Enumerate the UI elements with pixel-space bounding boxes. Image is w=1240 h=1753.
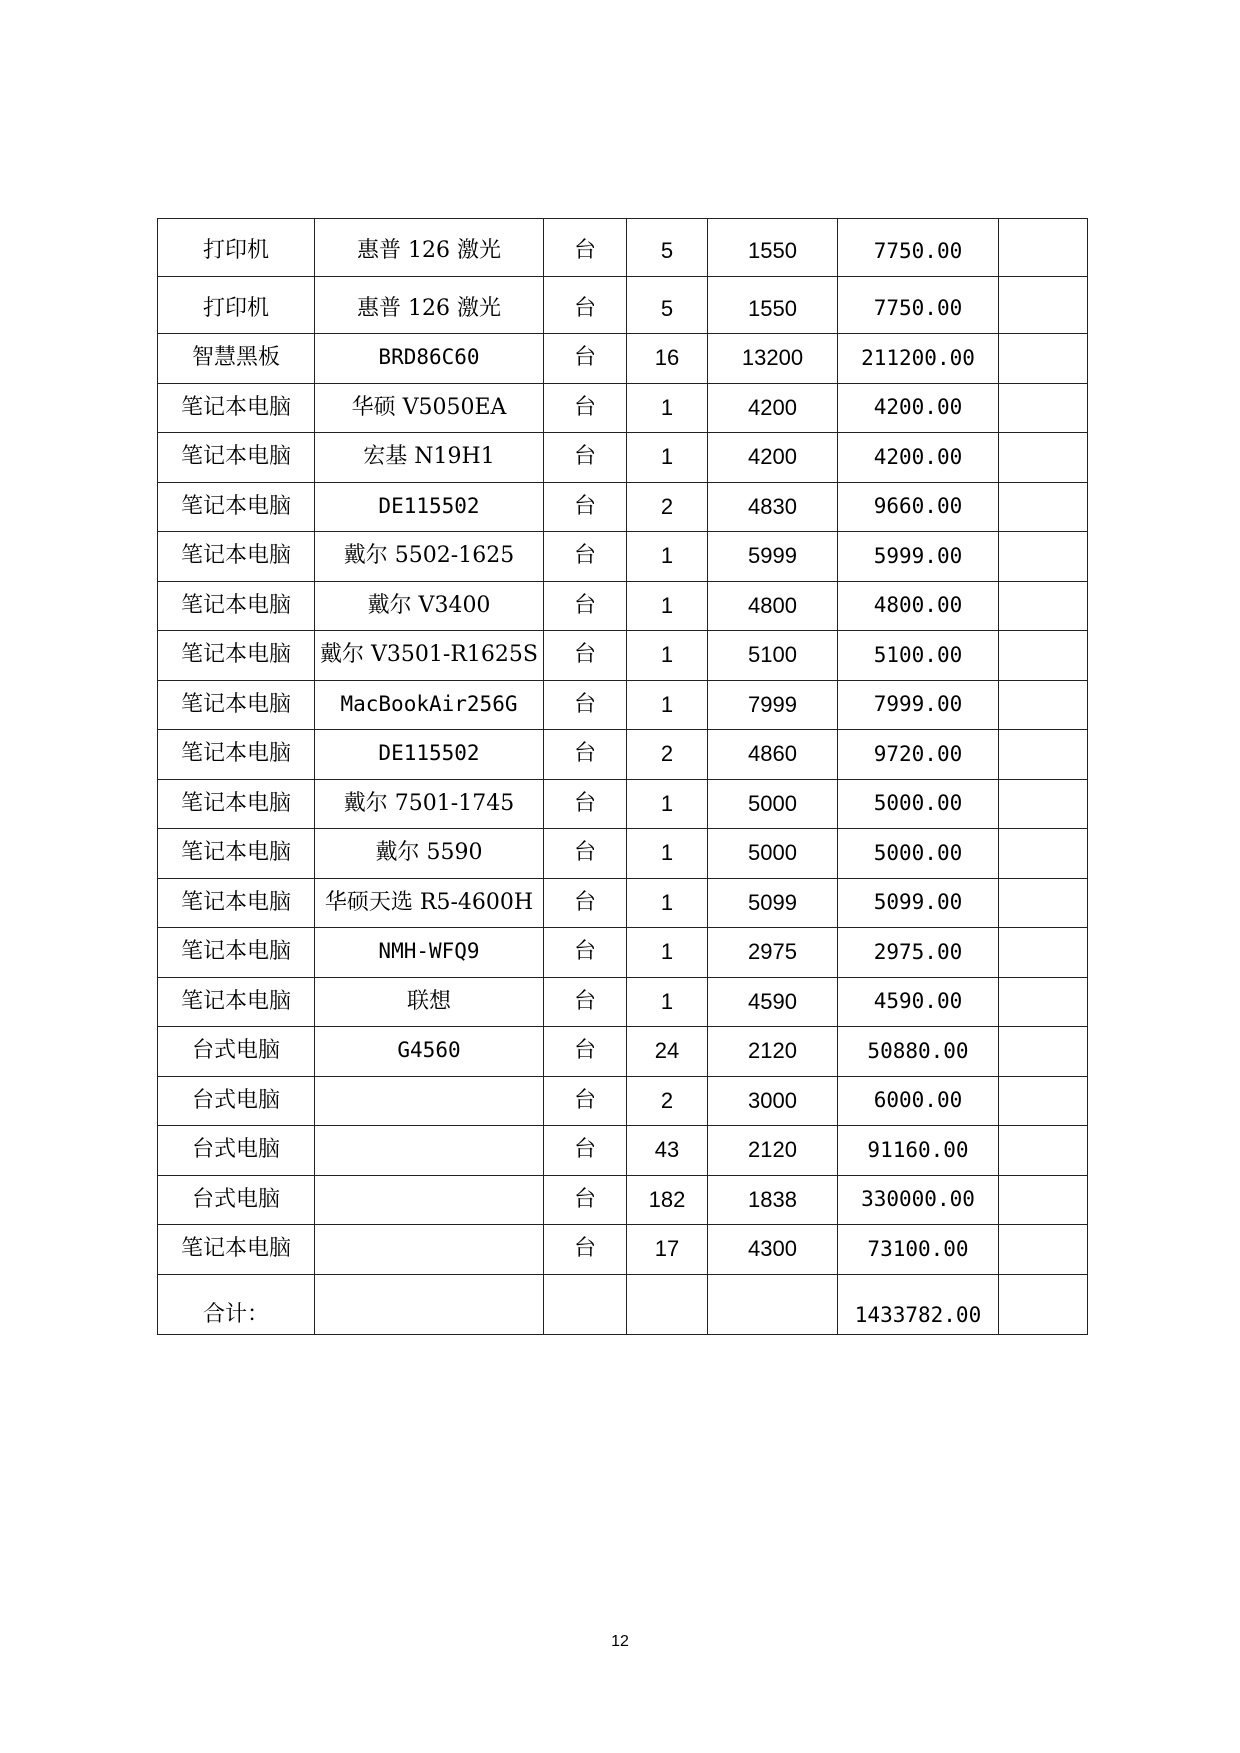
table-row xyxy=(158,730,1088,780)
item-model-text: 戴尔 5502-1625 xyxy=(343,543,515,569)
item-amount-cell: 5100.00 xyxy=(838,631,999,681)
item-quantity-cell: 2 xyxy=(627,1076,708,1126)
item-note-cell xyxy=(999,482,1088,532)
item-amount-cell: 7999.00 xyxy=(838,680,999,730)
table-row xyxy=(158,433,1088,483)
item-amount-cell: 4590.00 xyxy=(838,977,999,1027)
item-model-cell xyxy=(315,878,544,928)
item-model-cell xyxy=(315,1126,544,1176)
item-note-cell xyxy=(999,631,1088,681)
item-quantity-cell: 1 xyxy=(627,631,708,681)
item-unit-cell: 台 xyxy=(544,730,627,780)
table-row xyxy=(158,383,1088,433)
item-model-cell xyxy=(315,1076,544,1126)
item-model-text: NMH-WFQ9 xyxy=(378,939,480,964)
item-price-cell: 5999 xyxy=(708,532,838,582)
item-amount-cell: 4200.00 xyxy=(838,433,999,483)
total-label: 合计： xyxy=(158,1274,315,1334)
item-price-cell: 5099 xyxy=(708,878,838,928)
item-model-cell xyxy=(315,1225,544,1275)
item-note-cell xyxy=(999,1027,1088,1077)
item-name-cell: 笔记本电脑 xyxy=(158,928,315,978)
item-name-cell: 打印机 xyxy=(158,219,315,277)
item-model-cell xyxy=(315,631,544,681)
item-name-cell: 笔记本电脑 xyxy=(158,779,315,829)
item-quantity-cell: 1 xyxy=(627,433,708,483)
item-quantity-cell: 17 xyxy=(627,1225,708,1275)
item-unit-cell: 台 xyxy=(544,219,627,277)
item-model-cell xyxy=(315,581,544,631)
item-model-text: DE115502 xyxy=(378,493,480,518)
item-model-cell xyxy=(315,1027,544,1077)
item-unit-cell: 台 xyxy=(544,928,627,978)
page-number: 12 xyxy=(611,1633,629,1650)
item-name-cell: 笔记本电脑 xyxy=(158,482,315,532)
item-note-cell xyxy=(999,680,1088,730)
item-name-cell: 台式电脑 xyxy=(158,1027,315,1077)
item-quantity-cell: 1 xyxy=(627,829,708,879)
table-row xyxy=(158,482,1088,532)
item-note-cell xyxy=(999,383,1088,433)
item-model-text: 戴尔 V3501-R1625S xyxy=(320,642,538,668)
item-price-cell: 2120 xyxy=(708,1126,838,1176)
table-row xyxy=(158,1175,1088,1225)
table-row xyxy=(158,334,1088,384)
item-name-cell: 笔记本电脑 xyxy=(158,532,315,582)
item-note-cell xyxy=(999,433,1088,483)
table-row xyxy=(158,532,1088,582)
item-name-cell: 笔记本电脑 xyxy=(158,383,315,433)
item-amount-cell: 211200.00 xyxy=(838,334,999,384)
item-name-cell: 笔记本电脑 xyxy=(158,581,315,631)
item-model-text: 联想 xyxy=(406,988,451,1014)
item-quantity-cell: 1 xyxy=(627,532,708,582)
total-empty-cell xyxy=(315,1274,544,1334)
item-note-cell xyxy=(999,779,1088,829)
item-model-cell xyxy=(315,977,544,1027)
item-quantity-cell: 1 xyxy=(627,680,708,730)
item-note-cell xyxy=(999,334,1088,384)
item-unit-cell: 台 xyxy=(544,334,627,384)
item-note-cell xyxy=(999,829,1088,879)
item-quantity-cell: 5 xyxy=(627,219,708,277)
table-row xyxy=(158,1126,1088,1176)
item-name-cell: 台式电脑 xyxy=(158,1126,315,1176)
item-name-cell: 笔记本电脑 xyxy=(158,680,315,730)
item-unit-cell: 台 xyxy=(544,1175,627,1225)
table-row xyxy=(158,219,1088,277)
item-quantity-cell: 1 xyxy=(627,581,708,631)
item-unit-cell: 台 xyxy=(544,276,627,334)
item-unit-cell: 台 xyxy=(544,631,627,681)
table-row xyxy=(158,1076,1088,1126)
item-name-cell: 智慧黑板 xyxy=(158,334,315,384)
item-price-cell: 5000 xyxy=(708,829,838,879)
item-price-cell: 4860 xyxy=(708,730,838,780)
item-model-cell xyxy=(315,383,544,433)
item-note-cell xyxy=(999,1175,1088,1225)
item-name-cell: 笔记本电脑 xyxy=(158,878,315,928)
item-model-text: 戴尔 V3400 xyxy=(367,592,491,618)
item-note-cell xyxy=(999,1126,1088,1176)
item-unit-cell: 台 xyxy=(544,433,627,483)
item-quantity-cell: 182 xyxy=(627,1175,708,1225)
item-model-cell xyxy=(315,928,544,978)
item-amount-cell: 9660.00 xyxy=(838,482,999,532)
item-note-cell xyxy=(999,928,1088,978)
item-model-cell xyxy=(315,829,544,879)
item-name-cell: 笔记本电脑 xyxy=(158,1225,315,1275)
item-note-cell xyxy=(999,581,1088,631)
table-row xyxy=(158,779,1088,829)
item-model-cell xyxy=(315,1175,544,1225)
item-unit-cell: 台 xyxy=(544,829,627,879)
item-note-cell xyxy=(999,276,1088,334)
total-empty-cell xyxy=(544,1274,627,1334)
item-amount-cell: 4800.00 xyxy=(838,581,999,631)
item-note-cell xyxy=(999,977,1088,1027)
item-model-text: 华硕 V5050EA xyxy=(351,394,507,420)
item-quantity-cell: 16 xyxy=(627,334,708,384)
item-name-cell: 打印机 xyxy=(158,276,315,334)
item-price-cell: 1838 xyxy=(708,1175,838,1225)
item-model-text: 宏基 N19H1 xyxy=(363,444,495,470)
table-row xyxy=(158,829,1088,879)
item-unit-cell: 台 xyxy=(544,1225,627,1275)
item-amount-cell: 9720.00 xyxy=(838,730,999,780)
item-price-cell: 4300 xyxy=(708,1225,838,1275)
total-empty-cell xyxy=(627,1274,708,1334)
total-amount: 1433782.00 xyxy=(838,1274,999,1334)
item-note-cell xyxy=(999,1076,1088,1126)
item-quantity-cell: 1 xyxy=(627,928,708,978)
item-quantity-cell: 2 xyxy=(627,730,708,780)
item-amount-cell: 330000.00 xyxy=(838,1175,999,1225)
table-row xyxy=(158,680,1088,730)
item-amount-cell: 5000.00 xyxy=(838,829,999,879)
item-model-text: DE115502 xyxy=(378,741,480,766)
item-name-cell: 笔记本电脑 xyxy=(158,730,315,780)
item-quantity-cell: 1 xyxy=(627,383,708,433)
item-amount-cell: 5099.00 xyxy=(838,878,999,928)
item-quantity-cell: 2 xyxy=(627,482,708,532)
item-name-cell: 笔记本电脑 xyxy=(158,977,315,1027)
item-model-cell xyxy=(315,276,544,334)
total-empty-cell xyxy=(708,1274,838,1334)
item-model-cell xyxy=(315,433,544,483)
item-price-cell: 13200 xyxy=(708,334,838,384)
item-amount-cell: 2975.00 xyxy=(838,928,999,978)
item-amount-cell: 7750.00 xyxy=(838,219,999,277)
item-amount-cell: 6000.00 xyxy=(838,1076,999,1126)
item-model-text: 华硕天选 R5-4600H xyxy=(324,889,534,915)
item-model-cell xyxy=(315,779,544,829)
item-price-cell: 4200 xyxy=(708,433,838,483)
item-quantity-cell: 5 xyxy=(627,276,708,334)
item-model-text: 惠普 126 激光 xyxy=(357,295,501,321)
item-amount-cell: 4200.00 xyxy=(838,383,999,433)
table-row xyxy=(158,276,1088,334)
item-unit-cell: 台 xyxy=(544,482,627,532)
item-price-cell: 4590 xyxy=(708,977,838,1027)
item-model-text: 戴尔 5590 xyxy=(375,840,483,866)
item-price-cell: 7999 xyxy=(708,680,838,730)
item-model-cell xyxy=(315,680,544,730)
table-row xyxy=(158,977,1088,1027)
item-unit-cell: 台 xyxy=(544,383,627,433)
item-name-cell: 笔记本电脑 xyxy=(158,631,315,681)
item-amount-cell: 5999.00 xyxy=(838,532,999,582)
item-quantity-cell: 43 xyxy=(627,1126,708,1176)
item-amount-cell: 5000.00 xyxy=(838,779,999,829)
item-name-cell: 笔记本电脑 xyxy=(158,433,315,483)
item-quantity-cell: 1 xyxy=(627,977,708,1027)
item-unit-cell: 台 xyxy=(544,779,627,829)
table-row xyxy=(158,1027,1088,1077)
item-model-cell xyxy=(315,334,544,384)
item-model-cell xyxy=(315,482,544,532)
item-model-cell xyxy=(315,532,544,582)
item-quantity-cell: 1 xyxy=(627,779,708,829)
table-row xyxy=(158,1225,1088,1275)
item-name-cell: 台式电脑 xyxy=(158,1076,315,1126)
item-unit-cell: 台 xyxy=(544,1076,627,1126)
item-quantity-cell: 24 xyxy=(627,1027,708,1077)
item-amount-cell: 73100.00 xyxy=(838,1225,999,1275)
item-model-text: G4560 xyxy=(397,1038,461,1063)
table-row xyxy=(158,581,1088,631)
item-model-cell xyxy=(315,219,544,277)
item-price-cell: 5100 xyxy=(708,631,838,681)
item-unit-cell: 台 xyxy=(544,532,627,582)
item-price-cell: 3000 xyxy=(708,1076,838,1126)
item-amount-cell: 50880.00 xyxy=(838,1027,999,1077)
item-model-text: 惠普 126 激光 xyxy=(357,238,501,264)
item-model-cell xyxy=(315,730,544,780)
item-note-cell xyxy=(999,1225,1088,1275)
item-name-cell: 台式电脑 xyxy=(158,1175,315,1225)
asset-table xyxy=(157,218,1088,1335)
item-amount-cell: 91160.00 xyxy=(838,1126,999,1176)
item-model-text: MacBookAir256G xyxy=(340,691,518,716)
table-row xyxy=(158,631,1088,681)
item-unit-cell: 台 xyxy=(544,1027,627,1077)
item-name-cell: 笔记本电脑 xyxy=(158,829,315,879)
item-unit-cell: 台 xyxy=(544,977,627,1027)
table-row xyxy=(158,928,1088,978)
item-unit-cell: 台 xyxy=(544,581,627,631)
total-empty-cell xyxy=(999,1274,1088,1334)
item-unit-cell: 台 xyxy=(544,878,627,928)
item-note-cell xyxy=(999,219,1088,277)
item-price-cell: 4830 xyxy=(708,482,838,532)
item-note-cell xyxy=(999,532,1088,582)
table-row xyxy=(158,878,1088,928)
table-body xyxy=(158,219,1088,1335)
item-model-text: 戴尔 7501-1745 xyxy=(343,790,515,816)
total-row xyxy=(158,1274,1088,1334)
item-price-cell: 1550 xyxy=(708,276,838,334)
item-price-cell: 2975 xyxy=(708,928,838,978)
item-model-text: BRD86C60 xyxy=(378,345,480,370)
item-unit-cell: 台 xyxy=(544,1126,627,1176)
item-price-cell: 1550 xyxy=(708,219,838,277)
item-price-cell: 5000 xyxy=(708,779,838,829)
item-price-cell: 4800 xyxy=(708,581,838,631)
item-quantity-cell: 1 xyxy=(627,878,708,928)
item-price-cell: 4200 xyxy=(708,383,838,433)
item-price-cell: 2120 xyxy=(708,1027,838,1077)
item-note-cell xyxy=(999,730,1088,780)
item-note-cell xyxy=(999,878,1088,928)
item-amount-cell: 7750.00 xyxy=(838,276,999,334)
item-unit-cell: 台 xyxy=(544,680,627,730)
